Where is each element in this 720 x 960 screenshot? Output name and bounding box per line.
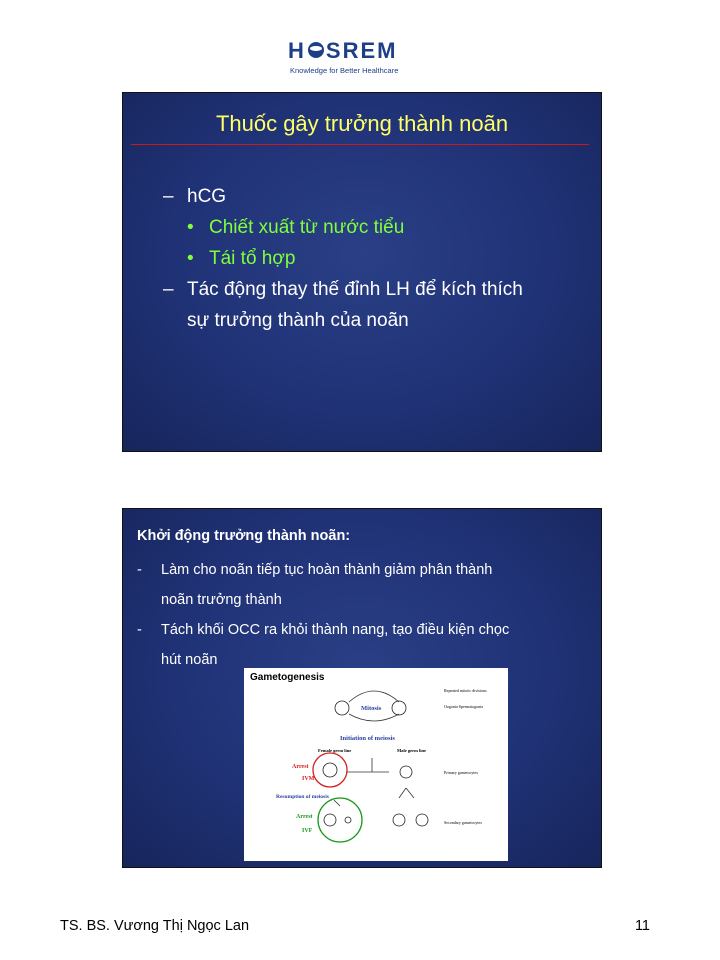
arrow [406,788,414,798]
slide-2-heading: Khởi động trưởng thành noãn: [137,528,351,544]
list-item-continuation [163,305,583,336]
diagram-ivf-label: IVF [302,828,313,834]
diagram-repeated-label: Repeated mitotic divisions [444,688,487,693]
text-line-content: Làm cho noãn tiếp tục hoàn thành giảm phân thành [161,562,493,578]
slide-1-bullet-list [163,181,583,336]
logo-wordmark-part1: H [288,38,306,63]
diagram-secondary-label: Secondary gametocytes [444,820,482,825]
dash-marker: – [163,279,174,300]
diagram-mitosis-label: Mitosis [361,705,382,712]
cell [324,814,336,826]
arrow [334,800,340,806]
page-number: 11 [634,918,650,934]
globe-icon [308,42,324,58]
diagram-arrest-green-label: Arrest [296,814,313,820]
gametogenesis-diagram [244,668,508,861]
logo-wordmark [288,38,397,64]
diagram-resumption-label: Resumption of meiosis [276,794,329,800]
arrow [399,788,406,798]
diagram-female-label: Female germ line [318,748,352,753]
list-item [163,212,583,243]
list-item-text: Tái tổ hợp [209,248,296,269]
text-line [137,615,592,645]
cell [392,701,406,715]
list-item [163,243,583,274]
diagram-initiation-label: Initiation of meiosis [340,735,395,742]
cell [345,817,351,823]
cell [393,814,405,826]
title-divider [131,144,589,145]
dash-marker: - [137,562,142,578]
text-line [137,555,592,585]
diagram-title: Gametogenesis [250,672,325,683]
slide-2 [122,508,602,868]
dash-marker: - [137,622,142,638]
diagram-male-label: Male germ line [397,748,426,753]
bullet-marker: • [187,217,194,238]
list-item [163,274,583,305]
list-item-text: hCG [187,186,227,207]
logo-tagline: Knowledge for Better Healthcare [290,66,399,75]
diagram-ivm-label: IVM [302,776,315,782]
mitosis-arrow-top [349,691,399,702]
footer-author: TS. BS. Vương Thị Ngọc Lan [60,918,250,934]
diagram-primary-label: Primary gametocytes [444,770,478,775]
slide-1 [122,92,602,452]
list-item-text: sự trưởng thành của noãn [187,310,409,331]
slide-title: Thuốc gây trưởng thành noãn [215,111,509,136]
dash-marker: – [163,186,174,207]
slide-2-text [137,555,592,675]
text-line-content: hút noãn [161,652,218,668]
text-line-content: Tách khối OCC ra khỏi thành nang, tạo điều kiện chọc [161,622,510,638]
ivm-circle [313,753,347,787]
list-item-text: Chiết xuất từ nước tiểu [209,217,405,238]
bullet-marker: • [187,248,194,269]
cell [335,701,349,715]
cell [400,766,412,778]
text-line-content: noãn trưởng thành [161,592,282,608]
logo-wordmark-part2: SREM [325,38,398,63]
mitosis-arrow-bottom [349,714,399,721]
list-item-text: Tác động thay thế đỉnh LH để kích thích [187,279,523,300]
list-item [163,181,583,212]
cell [323,763,337,777]
diagram-oogonia-label: Oogonia Spermatogonia [444,704,483,709]
hosrem-logo [288,38,418,82]
text-line [137,585,592,615]
cell [416,814,428,826]
diagram-arrest-red-label: Arrest [292,764,309,770]
ivf-circle [318,798,362,842]
